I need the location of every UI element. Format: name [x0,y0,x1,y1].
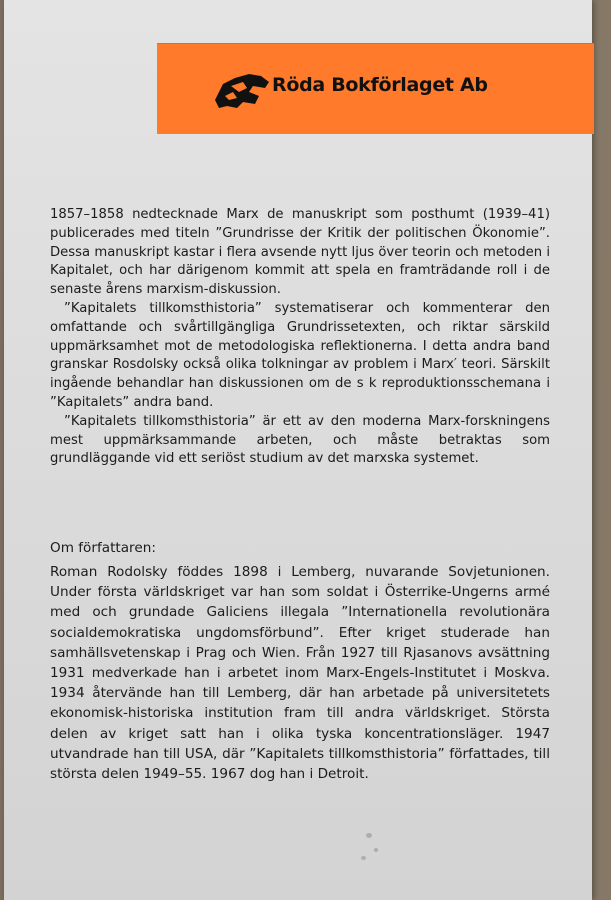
publisher-name: Röda Bokförlaget Ab [272,74,488,96]
publisher-banner [157,43,594,134]
description-paragraph: ”Kapitalets tillkomsthistoria” är ett av den moderna Marx-forskningens mest uppmärksammande arbeten, och måste betraktas som grundläggande vid ett seriöst studium av det marxska systemet. [50,413,550,467]
book-description [50,206,550,469]
cover-smudge [361,856,366,860]
author-heading: Om författaren: [50,540,156,556]
cover-smudge [374,848,378,852]
author-biography: Roman Rodolsky föddes 1898 i Lemberg, nuvarande Sovjetunionen. Under första världskriget var han som soldat i Österrike-Ungerns armé med och grundade Galiciens illegala ”Internationella revolutionära socialdemokratiska ungdomsförbund”. Efter kriget studerade han samhällsvetenskap i Prag och Wien. Från 1927 till Rjasanovs avsättning 1931 medverkade han i arbetet inom Marx-Engels-Institutet i Moskva. 1934 återvände han till Lemberg, där han arbetade på universitetets ekonomisk-historiska institution fram till andra världskriget. Största delen av kriget satt han i olika tyska koncentrationsläger. 1947 utvandrade han till USA, där ”Kapitalets tillkomsthistoria” författades, till största delen 1949–55. 1967 dog han i Detroit. [50,564,550,783]
cover-smudge [366,833,372,838]
description-paragraph: 1857–1858 nedtecknade Marx de manuskript som posthumt (1939–41) publicerades med titeln ”Grundrisse der Kritik der politischen Ökonomie”. Dessa manuskript kastar i flera avsende nytt ljus över teorin och metoden i Kapitalet, och har därigenom kommit att spela en framträdande roll i de senaste årens marxism-diskussion. [50,207,550,298]
description-paragraph: ”Kapitalets tillkomsthistoria” systematiserar och kommenterar den omfattande och svårtillgängliga Grundrissetexten, och riktar särskild uppmärksamhet mot de metodologiska reflektionerna. I detta andra band granskar Rosdolsky också olika tolkningar av problem i Marx′ teori. Särskilt ingående behandlar han diskussionen om de s k reproduktionsschemana i ”Kapitalets” andra band. [50,300,550,410]
publisher-logo-icon [209,70,273,110]
